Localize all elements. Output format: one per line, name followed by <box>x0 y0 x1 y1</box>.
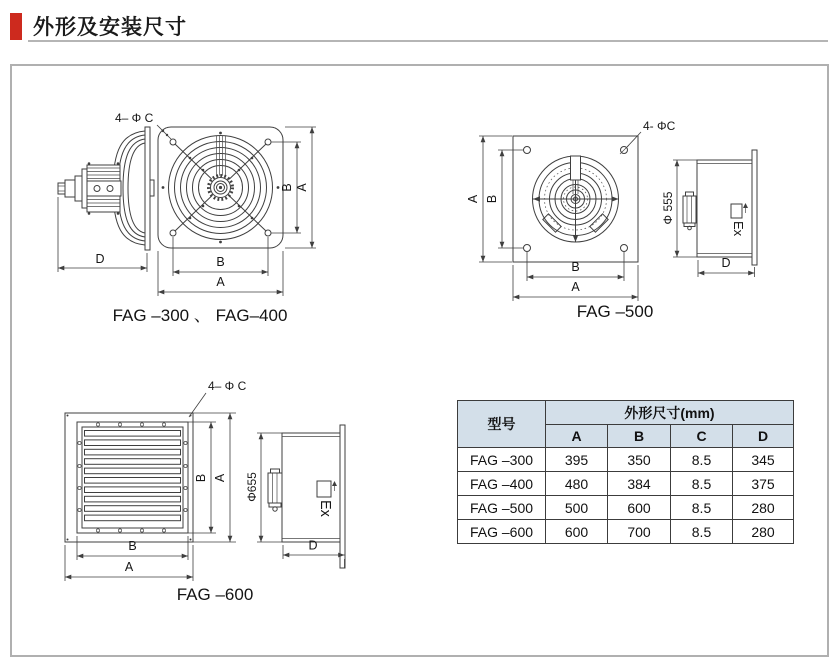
cell-c: 8.5 <box>671 496 733 520</box>
diameter-label: Φ 555 <box>661 191 675 225</box>
title-rule <box>28 40 828 42</box>
table-row <box>458 520 794 544</box>
cell-b: 700 <box>608 520 671 544</box>
dim-label-d: D <box>721 256 731 270</box>
table-row <box>458 496 794 520</box>
fag600-side-view <box>268 425 345 568</box>
col-header-d: D <box>733 425 794 448</box>
cell-d: 280 <box>733 496 794 520</box>
cell-d: 345 <box>733 448 794 472</box>
cell-model: FAG –300 <box>458 448 546 472</box>
cell-a: 480 <box>546 472 608 496</box>
ex-marking: Ex <box>731 221 746 237</box>
col-header-b: B <box>608 425 671 448</box>
dim-label-d: D <box>308 538 318 553</box>
fag500-side-view <box>683 150 757 265</box>
fag600-caption: FAG –600 <box>176 585 254 604</box>
fag600-front-view <box>65 413 193 542</box>
dim-label-a-right: A <box>213 473 227 483</box>
dim-label-a-bottom: A <box>216 275 225 289</box>
cell-model: FAG –400 <box>458 472 546 496</box>
cell-a: 600 <box>546 520 608 544</box>
dim-label-b-bottom: B <box>216 255 225 269</box>
ex-marking: Ex <box>317 500 333 517</box>
col-header-a: A <box>546 425 608 448</box>
table-row <box>458 472 794 496</box>
cell-d: 375 <box>733 472 794 496</box>
fag500-caption: FAG –500 <box>576 302 654 321</box>
diameter-label: Φ655 <box>245 472 259 502</box>
dim-label-d: D <box>95 252 105 266</box>
cell-a: 500 <box>546 496 608 520</box>
dim-label-a-bottom: A <box>571 280 580 294</box>
cell-model: FAG –500 <box>458 496 546 520</box>
cell-c: 8.5 <box>671 448 733 472</box>
cell-d: 280 <box>733 520 794 544</box>
table-row <box>458 448 794 472</box>
dimension-table <box>457 400 794 544</box>
col-header-c: C <box>671 425 733 448</box>
fag300-400-caption: FAG –300 、 FAG–400 <box>112 306 288 325</box>
dim-label-a-right: A <box>295 183 309 192</box>
fag300-400-side-view <box>58 127 154 250</box>
cell-b: 600 <box>608 496 671 520</box>
cell-model: FAG –600 <box>458 520 546 544</box>
fag300-400-front-view <box>158 127 283 248</box>
table-header-row-1 <box>458 401 794 425</box>
dim-label-b-bottom: B <box>128 539 137 553</box>
dim-label-a-bottom: A <box>124 560 134 574</box>
dim-label-b-right: B <box>194 473 208 483</box>
cell-b: 350 <box>608 448 671 472</box>
dim-label-b-left: B <box>485 194 499 204</box>
accent-bar <box>10 13 22 40</box>
cell-c: 8.5 <box>671 520 733 544</box>
dims-group-header-cell: 外形尺寸(mm) <box>546 401 794 425</box>
hole-callout-label: 4– Φ C <box>115 111 154 125</box>
hole-callout-label: 4– Φ C <box>208 379 247 393</box>
dim-label-b-right: B <box>280 183 294 192</box>
hole-callout-label: 4- ΦC <box>643 119 676 133</box>
fag500-drawing <box>450 95 800 307</box>
dim-label-b-bottom: B <box>571 260 580 274</box>
page-title: 外形及安装尺寸 <box>33 16 187 39</box>
model-header-cell: 型号 <box>458 401 546 448</box>
fag300-400-drawing <box>35 85 335 310</box>
cell-b: 384 <box>608 472 671 496</box>
fag500-front-view <box>513 136 638 262</box>
cell-a: 395 <box>546 448 608 472</box>
fag600-drawing <box>40 375 370 583</box>
dim-label-a-left: A <box>466 194 480 204</box>
cell-c: 8.5 <box>671 472 733 496</box>
